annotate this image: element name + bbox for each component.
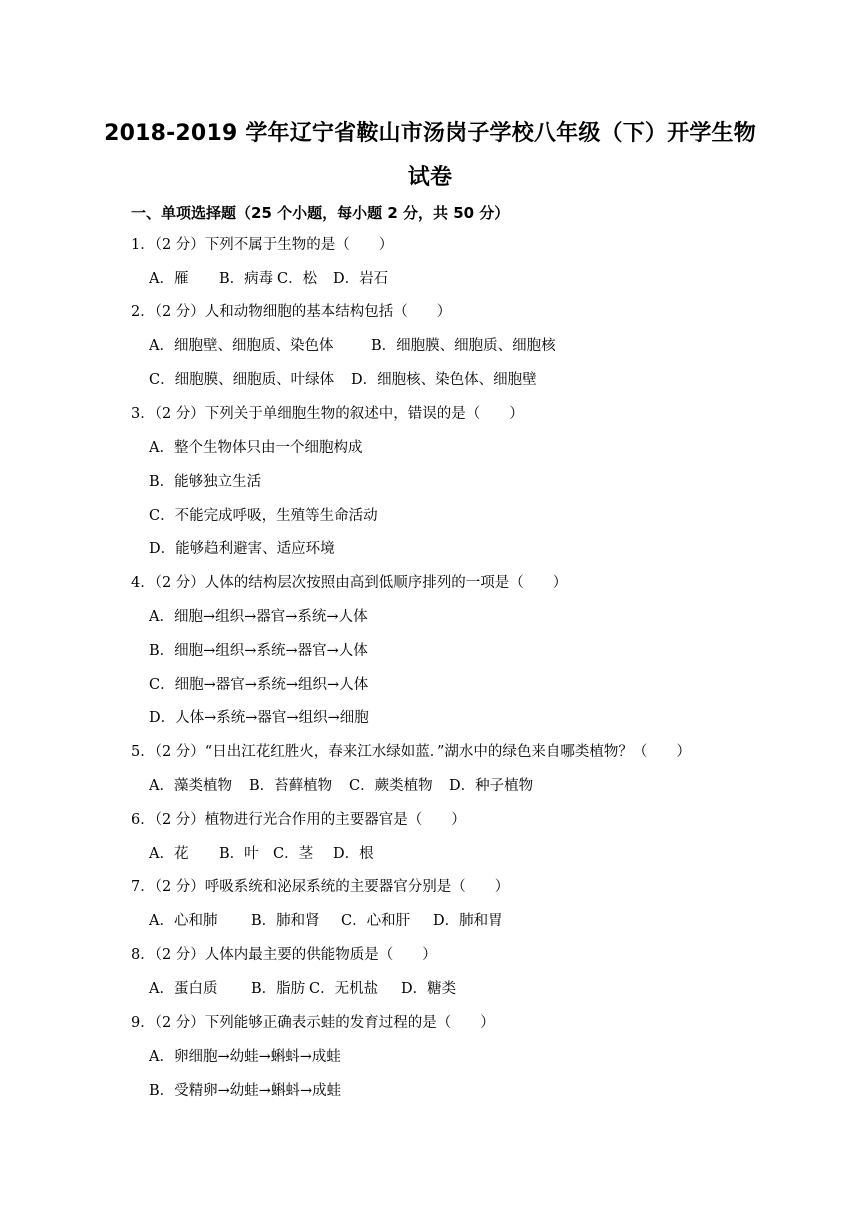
option: D．能够趋利避害、适应环境	[149, 541, 335, 557]
option: B．苔藓植物	[249, 778, 333, 794]
option: D．种子植物	[449, 778, 534, 794]
option: C．心和肝	[341, 913, 411, 929]
option: B．叶	[219, 846, 259, 862]
options-row	[149, 911, 503, 931]
question-stem: 2．（2 分）人和动物细胞的基本结构包括（ ）	[131, 304, 452, 320]
option: D．细胞核、染色体、细胞壁	[351, 372, 537, 388]
option: B．能够独立生活	[149, 474, 262, 490]
option: A．细胞→组织→器官→系统→人体	[149, 609, 368, 625]
exam-title-line1: 2018-2019 学年辽宁省鞍山市汤岗子学校八年级（下）开学生物	[104, 121, 756, 146]
option: C．细胞膜、细胞质、叶绿体	[149, 372, 335, 388]
question-stem: 7．（2 分）呼吸系统和泌尿系统的主要器官分别是（ ）	[131, 879, 510, 895]
option: A．卵细胞→幼蛙→蝌蚪→成蛙	[149, 1049, 341, 1065]
options-row	[149, 336, 556, 356]
option: A．心和肺	[149, 913, 218, 929]
option: B．细胞膜、细胞质、细胞核	[371, 338, 556, 354]
option: D．根	[333, 846, 374, 862]
option: D．肺和胃	[433, 913, 503, 929]
options-row	[149, 979, 456, 999]
option: B．脂肪	[251, 981, 306, 997]
option: C．茎	[273, 846, 314, 862]
option: A．花	[149, 846, 189, 862]
option: C．不能完成呼吸，生殖等生命活动	[149, 508, 378, 524]
option: B．肺和肾	[251, 913, 320, 929]
option: A．细胞壁、细胞质、染色体	[149, 338, 334, 354]
option: C．无机盐	[309, 981, 379, 997]
question-stem: 5．（2 分）“日出江花红胜火，春来江水绿如蓝．”湖水中的绿色来自哪类植物？（ ）	[131, 744, 691, 760]
option: D．糖类	[401, 981, 457, 997]
question-stem: 1．（2 分）下列不属于生物的是（ ）	[131, 237, 394, 253]
question-stem: 4．（2 分）人体的结构层次按照由高到低顺序排列的一项是（ ）	[131, 575, 568, 591]
options-row	[149, 269, 388, 289]
question-stem: 9．（2 分）下列能够正确表示蛙的发育过程的是（ ）	[131, 1015, 495, 1031]
option: C．松	[277, 271, 318, 287]
section-heading: 一、单项选择题（25 个小题，每小题 2 分，共 50 分）	[131, 204, 510, 222]
options-row	[149, 776, 533, 796]
options-row	[149, 370, 537, 390]
option: B．病毒	[219, 271, 274, 287]
question-stem: 6．（2 分）植物进行光合作用的主要器官是（ ）	[131, 812, 466, 828]
options-row	[149, 844, 374, 864]
option: A．蛋白质	[149, 981, 218, 997]
option: C．细胞→器官→系统→组织→人体	[149, 677, 369, 693]
question-stem: 3．（2 分）下列关于单细胞生物的叙述中，错误的是（ ）	[131, 406, 524, 422]
option: A．藻类植物	[149, 778, 232, 794]
option: A．雁	[149, 271, 189, 287]
option: D．岩石	[333, 271, 389, 287]
option: B．受精卵→幼蛙→蝌蚪→成蛙	[149, 1083, 342, 1099]
option: D．人体→系统→器官→组织→细胞	[149, 710, 369, 726]
option: A．整个生物体只由一个细胞构成	[149, 440, 363, 456]
option: B．细胞→组织→系统→器官→人体	[149, 643, 368, 659]
option: C．蕨类植物	[349, 778, 433, 794]
question-stem: 8．（2 分）人体内最主要的供能物质是（ ）	[131, 947, 437, 963]
exam-title-line2: 试卷	[407, 165, 453, 190]
